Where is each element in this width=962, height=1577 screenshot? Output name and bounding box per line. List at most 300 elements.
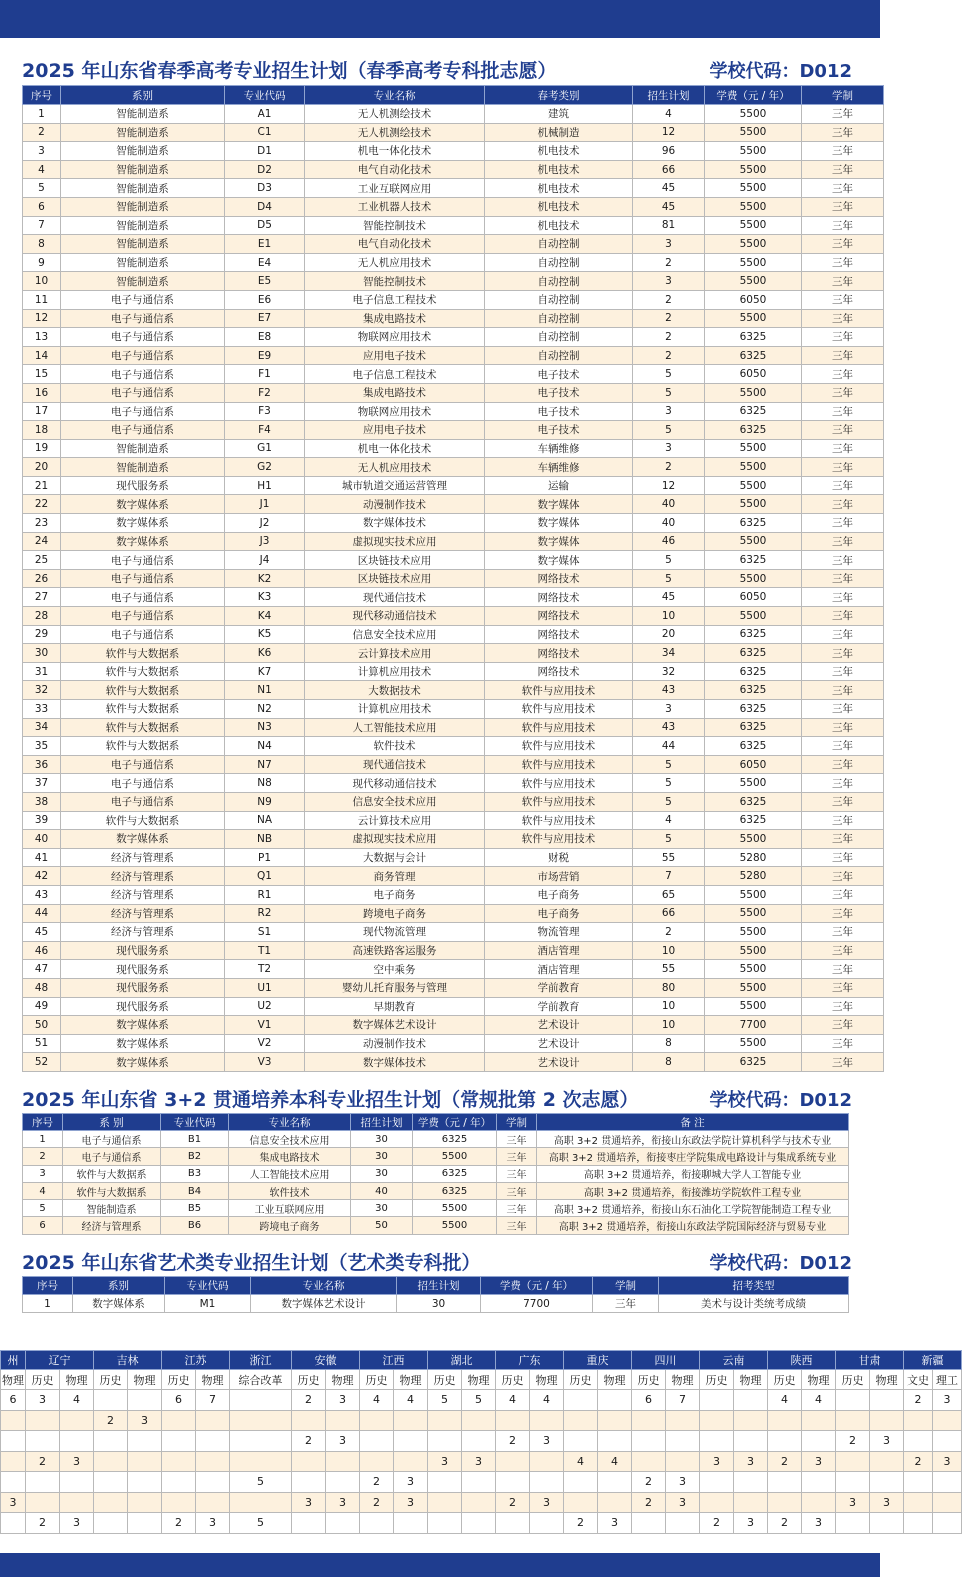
table-cell [60, 1472, 94, 1493]
subject-header: 物理 [530, 1370, 564, 1390]
table-cell [904, 1492, 933, 1513]
table-cell: 3 [326, 1492, 360, 1513]
table-cell [94, 1390, 128, 1411]
table-cell: 电子与通信系 [61, 383, 225, 402]
table-cell: 5500 [705, 383, 802, 402]
table-cell: 电子与通信系 [61, 607, 225, 626]
table-cell: 三年 [802, 346, 884, 365]
table-cell [496, 1513, 530, 1534]
table-cell: 39 [23, 811, 61, 830]
table-cell: 三年 [802, 105, 884, 124]
table-cell: D3 [225, 179, 305, 198]
table-row [23, 421, 884, 440]
table-cell: 4 [530, 1390, 564, 1411]
table-cell: 三年 [802, 216, 884, 235]
table-cell: 工业互联网应用 [305, 179, 485, 198]
table-cell: 三年 [802, 644, 884, 663]
table-cell: 软件与大数据系 [63, 1182, 161, 1199]
table-cell: 5500 [705, 774, 802, 793]
table-cell: 3 [23, 142, 61, 161]
province-header: 新疆 [904, 1351, 962, 1370]
table-cell: 6325 [705, 514, 802, 533]
table-cell: 智能制造系 [61, 216, 225, 235]
table-cell: 5500 [705, 1034, 802, 1053]
table-row [23, 253, 884, 272]
table-cell [632, 1451, 666, 1472]
subject-header: 物理 [802, 1370, 836, 1390]
table-cell [94, 1492, 128, 1513]
table-cell: 2 [633, 309, 705, 328]
table-cell: 云计算技术应用 [305, 644, 485, 663]
table-cell: V2 [225, 1034, 305, 1053]
table-cell: 6325 [705, 700, 802, 719]
table-cell: 23 [23, 514, 61, 533]
table-cell: 网络技术 [485, 644, 633, 663]
table-cell: 三年 [802, 960, 884, 979]
table-row [23, 439, 884, 458]
table-cell: 电子商务 [485, 885, 633, 904]
table-cell [196, 1451, 230, 1472]
table-cell: 3 [734, 1451, 768, 1472]
table-cell: 跨境电子商务 [305, 904, 485, 923]
table-cell [94, 1472, 128, 1493]
table-cell: 电子与通信系 [63, 1131, 161, 1148]
table-cell: 2 [360, 1472, 394, 1493]
table-cell: 三年 [593, 1295, 659, 1313]
column-header: 学制 [802, 86, 884, 105]
table-cell: 6325 [705, 1053, 802, 1072]
table-cell: B6 [161, 1217, 229, 1234]
table-cell: 12 [633, 123, 705, 142]
province-header: 江苏 [162, 1351, 230, 1370]
table-cell: 29 [23, 625, 61, 644]
table-cell: 软件与大数据系 [61, 811, 225, 830]
table-cell: 10 [633, 607, 705, 626]
table-cell [230, 1431, 292, 1452]
table-cell: 4 [598, 1451, 632, 1472]
table-cell: 5500 [705, 105, 802, 124]
table-cell: 5500 [413, 1217, 497, 1234]
table-cell: 三年 [802, 1016, 884, 1035]
table-cell: 智能制造系 [61, 197, 225, 216]
table-cell [700, 1492, 734, 1513]
table-cell: 三年 [802, 142, 884, 161]
table-cell: 三年 [802, 588, 884, 607]
table-cell: 30 [397, 1295, 481, 1313]
table-cell: 运输 [485, 476, 633, 495]
table-cell: 4 [360, 1390, 394, 1411]
table-cell: 5500 [705, 923, 802, 942]
table-cell: 3 [666, 1472, 700, 1493]
province-header: 重庆 [564, 1351, 632, 1370]
table-cell: B4 [161, 1182, 229, 1199]
table-cell: 8 [633, 1053, 705, 1072]
table-cell [836, 1390, 870, 1411]
table-cell: 3 [326, 1390, 360, 1411]
table-row [1, 1492, 962, 1513]
subject-header: 理工 [933, 1370, 962, 1390]
table-cell: K3 [225, 588, 305, 607]
table-cell: 5500 [705, 978, 802, 997]
table-cell: 36 [23, 755, 61, 774]
table-header-row [23, 86, 884, 105]
table-cell: 32 [23, 681, 61, 700]
table-cell: 3 [836, 1492, 870, 1513]
column-header: 专业名称 [229, 1114, 351, 1131]
table-cell: K5 [225, 625, 305, 644]
table-cell [462, 1431, 496, 1452]
subject-header: 历史 [768, 1370, 802, 1390]
table-cell: 机电技术 [485, 216, 633, 235]
table-cell [836, 1472, 870, 1493]
table-cell: 软件技术 [229, 1182, 351, 1199]
table-cell: E1 [225, 235, 305, 254]
table-cell: 三年 [802, 569, 884, 588]
table-cell: 5500 [705, 607, 802, 626]
table-cell: 50 [351, 1217, 413, 1234]
table-cell [26, 1410, 60, 1431]
table-cell: 5 [428, 1390, 462, 1411]
table-cell: 自动控制 [485, 272, 633, 291]
table-cell [598, 1431, 632, 1452]
subject-header: 历史 [162, 1370, 196, 1390]
table-cell: 2 [836, 1431, 870, 1452]
table-cell: 现代移动通信技术 [305, 774, 485, 793]
table-cell [802, 1492, 836, 1513]
table-cell: 4 [23, 1182, 63, 1199]
table-cell: 软件与应用技术 [485, 774, 633, 793]
table-cell: 酒店管理 [485, 941, 633, 960]
table-cell: 智能制造系 [63, 1200, 161, 1217]
table-cell: 三年 [802, 830, 884, 849]
table-cell [933, 1410, 962, 1431]
table-cell [1, 1472, 26, 1493]
table-cell: 5 [23, 1200, 63, 1217]
table-cell: 3 [394, 1492, 428, 1513]
table-cell: 6 [23, 1217, 63, 1234]
table-row [23, 1131, 849, 1148]
table-cell: 物联网应用技术 [305, 402, 485, 421]
table-cell: 5500 [705, 309, 802, 328]
table-row [23, 105, 884, 124]
table-cell: 4 [633, 811, 705, 830]
table-cell: 经济与管理系 [61, 904, 225, 923]
table-row [23, 792, 884, 811]
table-cell: 电子信息工程技术 [305, 290, 485, 309]
table-cell: 2 [633, 458, 705, 477]
table-cell: 41 [23, 848, 61, 867]
table-cell: 5500 [705, 458, 802, 477]
table-cell [394, 1410, 428, 1431]
table-row [23, 867, 884, 886]
table-cell [700, 1390, 734, 1411]
table-cell [598, 1472, 632, 1493]
table-cell: 43 [23, 885, 61, 904]
table-cell: J2 [225, 514, 305, 533]
table-cell: 48 [23, 978, 61, 997]
table-cell: 三年 [802, 476, 884, 495]
table-cell: 婴幼儿托育服务与管理 [305, 978, 485, 997]
table-cell: 1 [23, 1131, 63, 1148]
table-cell [60, 1410, 94, 1431]
table-row [1, 1513, 962, 1534]
table-cell [94, 1513, 128, 1534]
table-cell: E7 [225, 309, 305, 328]
subject-header: 历史 [360, 1370, 394, 1390]
table-cell: B5 [161, 1200, 229, 1217]
table-row [23, 997, 884, 1016]
table-cell: 2 [94, 1410, 128, 1431]
table-cell: 软件与大数据系 [61, 718, 225, 737]
table-cell: 智能制造系 [61, 235, 225, 254]
table-cell: 5 [633, 755, 705, 774]
subject-header: 物理 [60, 1370, 94, 1390]
province-header: 甘肃 [836, 1351, 904, 1370]
subject-header: 物理 [394, 1370, 428, 1390]
table-cell: 5 [633, 569, 705, 588]
table-cell: 5500 [705, 495, 802, 514]
table-cell: 软件与应用技术 [485, 811, 633, 830]
table-cell: 自动控制 [485, 328, 633, 347]
table-cell: N2 [225, 700, 305, 719]
column-header: 系 别 [63, 1114, 161, 1131]
table-cell: 软件与大数据系 [61, 644, 225, 663]
subject-header: 物理 [1, 1370, 26, 1390]
table-cell: 高职 3+2 贯通培养，衔接枣庄学院集成电路设计与集成系统专业 [537, 1148, 849, 1165]
table-cell: 45 [23, 923, 61, 942]
table-cell: 数字媒体系 [61, 1016, 225, 1035]
table-cell: 14 [23, 346, 61, 365]
table-cell: 城市轨道交通运营管理 [305, 476, 485, 495]
table-cell: 40 [351, 1182, 413, 1199]
table-cell: 机电技术 [485, 142, 633, 161]
table-cell: 34 [633, 644, 705, 663]
table-cell [768, 1431, 802, 1452]
table-cell: 早期教育 [305, 997, 485, 1016]
table-cell [326, 1451, 360, 1472]
table-cell: 数字媒体艺术设计 [305, 1016, 485, 1035]
table-cell: 5500 [705, 830, 802, 849]
table-cell: 三年 [802, 848, 884, 867]
table-cell: 4 [60, 1390, 94, 1411]
table-cell: 6325 [705, 644, 802, 663]
table-cell: 5500 [705, 272, 802, 291]
table-row [23, 290, 884, 309]
table-cell: 6325 [705, 718, 802, 737]
table-cell: 3 [196, 1513, 230, 1534]
table-cell: 26 [23, 569, 61, 588]
table-cell: 5 [633, 830, 705, 849]
table-cell: 18 [23, 421, 61, 440]
table-cell: 3 [26, 1390, 60, 1411]
table-cell: 34 [23, 718, 61, 737]
table-row [23, 160, 884, 179]
table-cell: 现代服务系 [61, 960, 225, 979]
table-cell: K2 [225, 569, 305, 588]
subject-header-row [1, 1370, 962, 1390]
table-cell: 6325 [705, 625, 802, 644]
table-cell: 7700 [705, 1016, 802, 1035]
table-cell: 66 [633, 160, 705, 179]
table-cell [230, 1451, 292, 1472]
spring-exam-table [22, 85, 884, 1072]
table-row [23, 662, 884, 681]
table-cell: 3 [633, 402, 705, 421]
table-cell [564, 1390, 598, 1411]
table-cell: 三年 [802, 160, 884, 179]
table-cell: 35 [23, 737, 61, 756]
table-cell: 艺术设计 [485, 1053, 633, 1072]
table-cell: K6 [225, 644, 305, 663]
table-cell: 三年 [802, 383, 884, 402]
table-cell: 智能制造系 [61, 142, 225, 161]
table-cell: 7700 [481, 1295, 593, 1313]
table-cell: 52 [23, 1053, 61, 1072]
table-cell: 3 [530, 1431, 564, 1452]
table-cell [360, 1451, 394, 1472]
subject-header: 历史 [564, 1370, 598, 1390]
table-cell: 5280 [705, 867, 802, 886]
table-cell: 5500 [705, 904, 802, 923]
table-cell: 电子与通信系 [61, 755, 225, 774]
table-cell: 集成电路技术 [305, 383, 485, 402]
table-cell: 虚拟现实技术应用 [305, 532, 485, 551]
table-row [23, 607, 884, 626]
table-cell: 三年 [802, 365, 884, 384]
table-cell: 艺术设计 [485, 1016, 633, 1035]
table-cell: 电子与通信系 [61, 551, 225, 570]
subject-header: 历史 [26, 1370, 60, 1390]
table-cell: 5500 [705, 476, 802, 495]
subject-header: 历史 [94, 1370, 128, 1390]
table-cell: 三年 [802, 792, 884, 811]
table-cell: 2 [26, 1451, 60, 1472]
table-cell: 三年 [802, 328, 884, 347]
table-cell: 酒店管理 [485, 960, 633, 979]
table-cell: 学前教育 [485, 997, 633, 1016]
table-cell: 11 [23, 290, 61, 309]
table-cell: 5 [633, 774, 705, 793]
table-cell: D2 [225, 160, 305, 179]
table-cell: 现代服务系 [61, 476, 225, 495]
table-cell: 数字媒体系 [61, 1053, 225, 1072]
table-row [23, 1200, 849, 1217]
table-cell [428, 1431, 462, 1452]
table-cell: 38 [23, 792, 61, 811]
section-3-title: 2025 年山东省艺术类专业招生计划（艺术类专科批） [22, 1252, 481, 1274]
table-cell: E6 [225, 290, 305, 309]
table-cell [196, 1431, 230, 1452]
table-cell: 机电一体化技术 [305, 142, 485, 161]
table-cell [196, 1410, 230, 1431]
table-cell: 6325 [705, 792, 802, 811]
table-cell: 三年 [802, 718, 884, 737]
subject-header: 历史 [496, 1370, 530, 1390]
table-cell: D5 [225, 216, 305, 235]
table-cell: 3 [802, 1513, 836, 1534]
table-cell: 3 [633, 439, 705, 458]
table-cell: 网络技术 [485, 607, 633, 626]
table-cell: 5500 [705, 569, 802, 588]
table-cell: 33 [23, 700, 61, 719]
table-cell: N3 [225, 718, 305, 737]
table-cell: 5 [230, 1472, 292, 1493]
table-row [23, 774, 884, 793]
table-cell: 机电技术 [485, 197, 633, 216]
table-cell [598, 1492, 632, 1513]
table-cell: 三年 [802, 867, 884, 886]
table-cell: 10 [633, 997, 705, 1016]
table-cell: S1 [225, 923, 305, 942]
table-cell [530, 1513, 564, 1534]
table-cell [128, 1472, 162, 1493]
table-cell [1, 1431, 26, 1452]
table-cell: 6050 [705, 365, 802, 384]
table-cell: 软件与应用技术 [485, 718, 633, 737]
table-cell: 信息安全技术应用 [305, 625, 485, 644]
table-cell: 软件与应用技术 [485, 681, 633, 700]
table-cell: 5500 [413, 1148, 497, 1165]
table-cell: 网络技术 [485, 625, 633, 644]
subject-header: 历史 [292, 1370, 326, 1390]
column-header: 专业代码 [161, 1114, 229, 1131]
table-cell: 2 [496, 1431, 530, 1452]
table-cell: 45 [633, 197, 705, 216]
table-cell: 现代服务系 [61, 997, 225, 1016]
section-3-header [22, 1248, 852, 1275]
table-row [23, 904, 884, 923]
table-cell: 三年 [802, 197, 884, 216]
table-cell: G2 [225, 458, 305, 477]
table-cell: 2 [904, 1451, 933, 1472]
table-cell: 6050 [705, 755, 802, 774]
table-cell: 3 [462, 1451, 496, 1472]
table-cell: 3 [870, 1492, 904, 1513]
table-cell: 三年 [802, 625, 884, 644]
table-cell: 55 [633, 960, 705, 979]
table-cell: F4 [225, 421, 305, 440]
table-cell: 网络技术 [485, 569, 633, 588]
table-cell: 三年 [497, 1200, 537, 1217]
table-cell: 现代服务系 [61, 941, 225, 960]
table-cell: 3 [633, 700, 705, 719]
table-cell: 三年 [802, 439, 884, 458]
table-cell: 电子与通信系 [61, 792, 225, 811]
subject-header: 物理 [666, 1370, 700, 1390]
table-cell: 21 [23, 476, 61, 495]
table-cell: 5500 [705, 197, 802, 216]
table-cell: N8 [225, 774, 305, 793]
table-cell: 5500 [705, 960, 802, 979]
table-cell: 高职 3+2 贯通培养，衔接山东政法学院计算机科学与技术专业 [537, 1131, 849, 1148]
table-cell [162, 1451, 196, 1472]
table-cell [128, 1451, 162, 1472]
table-cell [564, 1492, 598, 1513]
table-cell: 电子与通信系 [61, 588, 225, 607]
table-cell [360, 1513, 394, 1534]
table-cell: 三年 [497, 1148, 537, 1165]
table-cell [162, 1492, 196, 1513]
subject-header: 物理 [462, 1370, 496, 1390]
table-row [23, 718, 884, 737]
table-cell: 美术与设计类统考成绩 [659, 1295, 849, 1313]
subject-header: 综合改革 [230, 1370, 292, 1390]
table-cell [768, 1472, 802, 1493]
table-cell: 2 [23, 1148, 63, 1165]
table-cell [60, 1492, 94, 1513]
table-cell: E9 [225, 346, 305, 365]
table-cell: 区块链技术应用 [305, 569, 485, 588]
